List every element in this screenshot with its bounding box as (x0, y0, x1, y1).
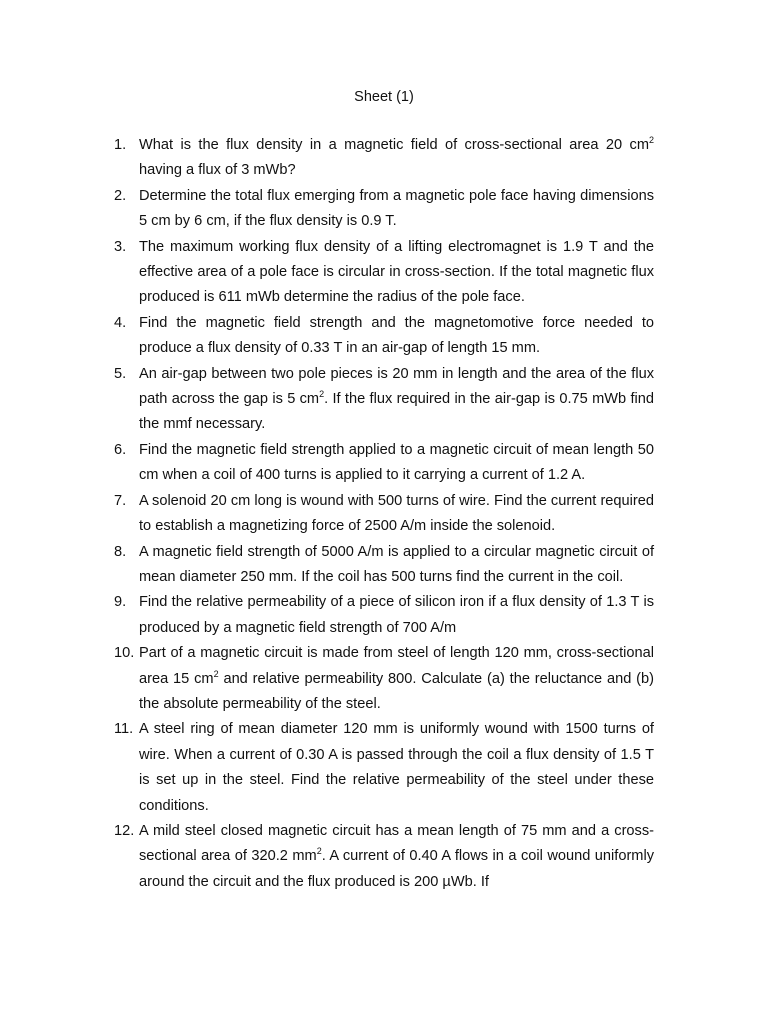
question-number: 3. (114, 238, 127, 255)
question-item (114, 133, 654, 184)
question-text (139, 544, 654, 585)
question-item (114, 311, 654, 362)
superscript-exponent: 2 (213, 668, 219, 679)
question-text (139, 239, 654, 306)
question-text-run: Part of a magnetic circuit is made from steel of length 120 mm, cross-sectional area 15 cm (139, 645, 654, 687)
question-text-run: A solenoid 20 cm long is wound with 500 turns of wire. Find the current required to establish a magnetizing force of 2500 A/m inside the solenoid. (139, 492, 654, 535)
question-number: 7. (114, 492, 127, 509)
superscript-exponent: 2 (316, 846, 322, 857)
question-text-run: What is the flux density in a magnetic field of cross-sectional area 20 cm (139, 137, 649, 153)
question-item (114, 235, 654, 311)
question-item (114, 819, 654, 895)
question-number: 5. (114, 365, 127, 382)
question-text (139, 188, 654, 229)
question-text-run: Find the magnetic field strength applied to a magnetic circuit of mean length 50 cm when a coil of 400 turns is applied to it carrying a current of 1.2 A. (139, 441, 654, 484)
question-item (114, 641, 654, 717)
question-text (139, 594, 654, 635)
question-text-run: . A current of 0.40 A flows in a coil wound uniformly around the circuit and the flux produced is 200 µWb. If (139, 848, 655, 890)
superscript-exponent: 2 (319, 389, 325, 400)
question-text-run: Find the relative permeability of a piece of silicon iron if a flux density of 1.3 T is produced by a magnetic field strength of 700 A/m (139, 594, 654, 636)
question-text (139, 645, 654, 712)
superscript-exponent: 2 (648, 135, 654, 145)
question-text-run: . If the flux required in the air-gap is 0.75 mWb find the mmf necessary. (139, 391, 654, 433)
question-item (114, 590, 654, 641)
question-text-run: Determine the total flux emerging from a magnetic pole face having dimensions 5 cm by 6 cm, if the flux density is 0.9 T. (139, 187, 654, 230)
question-list (114, 133, 654, 895)
question-item (114, 362, 654, 438)
question-number: 9. (114, 594, 127, 611)
question-text-run: and relative permeability 800. Calculate (a) the reluctance and (b) the absolute permeability of the steel. (139, 670, 654, 712)
question-text-run: A steel ring of mean diameter 120 mm is uniformly wound with 1500 turns of wire. When a current of 0.30 A is passed through the coil a flux density of 1.5 T is set up in the steel. Find the relative permeability of the steel under these conditions. (139, 721, 654, 814)
question-text-run: An air-gap between two pole pieces is 20 mm in length and the area of the flux path across the gap is 5 cm (139, 365, 654, 408)
question-text (139, 721, 654, 813)
question-text (139, 315, 654, 356)
question-text (139, 366, 654, 433)
question-text-run: having a flux of 3 mWb? (139, 162, 296, 179)
question-number: 12. (114, 822, 135, 839)
question-number: 4. (114, 314, 127, 331)
question-text (139, 137, 654, 178)
question-item (114, 717, 654, 819)
question-text (139, 493, 654, 534)
question-item (114, 438, 654, 489)
question-text-run: A magnetic field strength of 5000 A/m is applied to a circular magnetic circuit of mean diameter 250 mm. If the coil has 500 turns find the current in the coil. (139, 543, 654, 585)
question-number: 6. (114, 441, 127, 458)
sheet-title: Sheet (1) (354, 89, 414, 105)
question-text (139, 442, 654, 483)
question-number: 1. (114, 137, 127, 153)
question-text-run: The maximum working flux density of a lifting electromagnet is 1.9 T and the effective area of a pole face is circular in cross-section. If the total magnetic flux produced is 611 mWb determine the radius of the pole face. (139, 238, 654, 306)
question-text-run: A mild steel closed magnetic circuit has a mean length of 75 mm and a cross-sectional area of 320.2 mm (139, 822, 654, 865)
question-number: 8. (114, 543, 127, 560)
question-item (114, 184, 654, 235)
question-number: 11. (114, 721, 134, 738)
question-number: 10. (114, 645, 135, 662)
question-text-run: Find the magnetic field strength and the magnetomotive force needed to produce a flux density of 0.33 T in an air-gap of length 15 mm. (139, 314, 654, 357)
question-text (139, 823, 654, 890)
question-item (114, 489, 654, 540)
question-number: 2. (114, 187, 127, 204)
question-item (114, 540, 654, 591)
